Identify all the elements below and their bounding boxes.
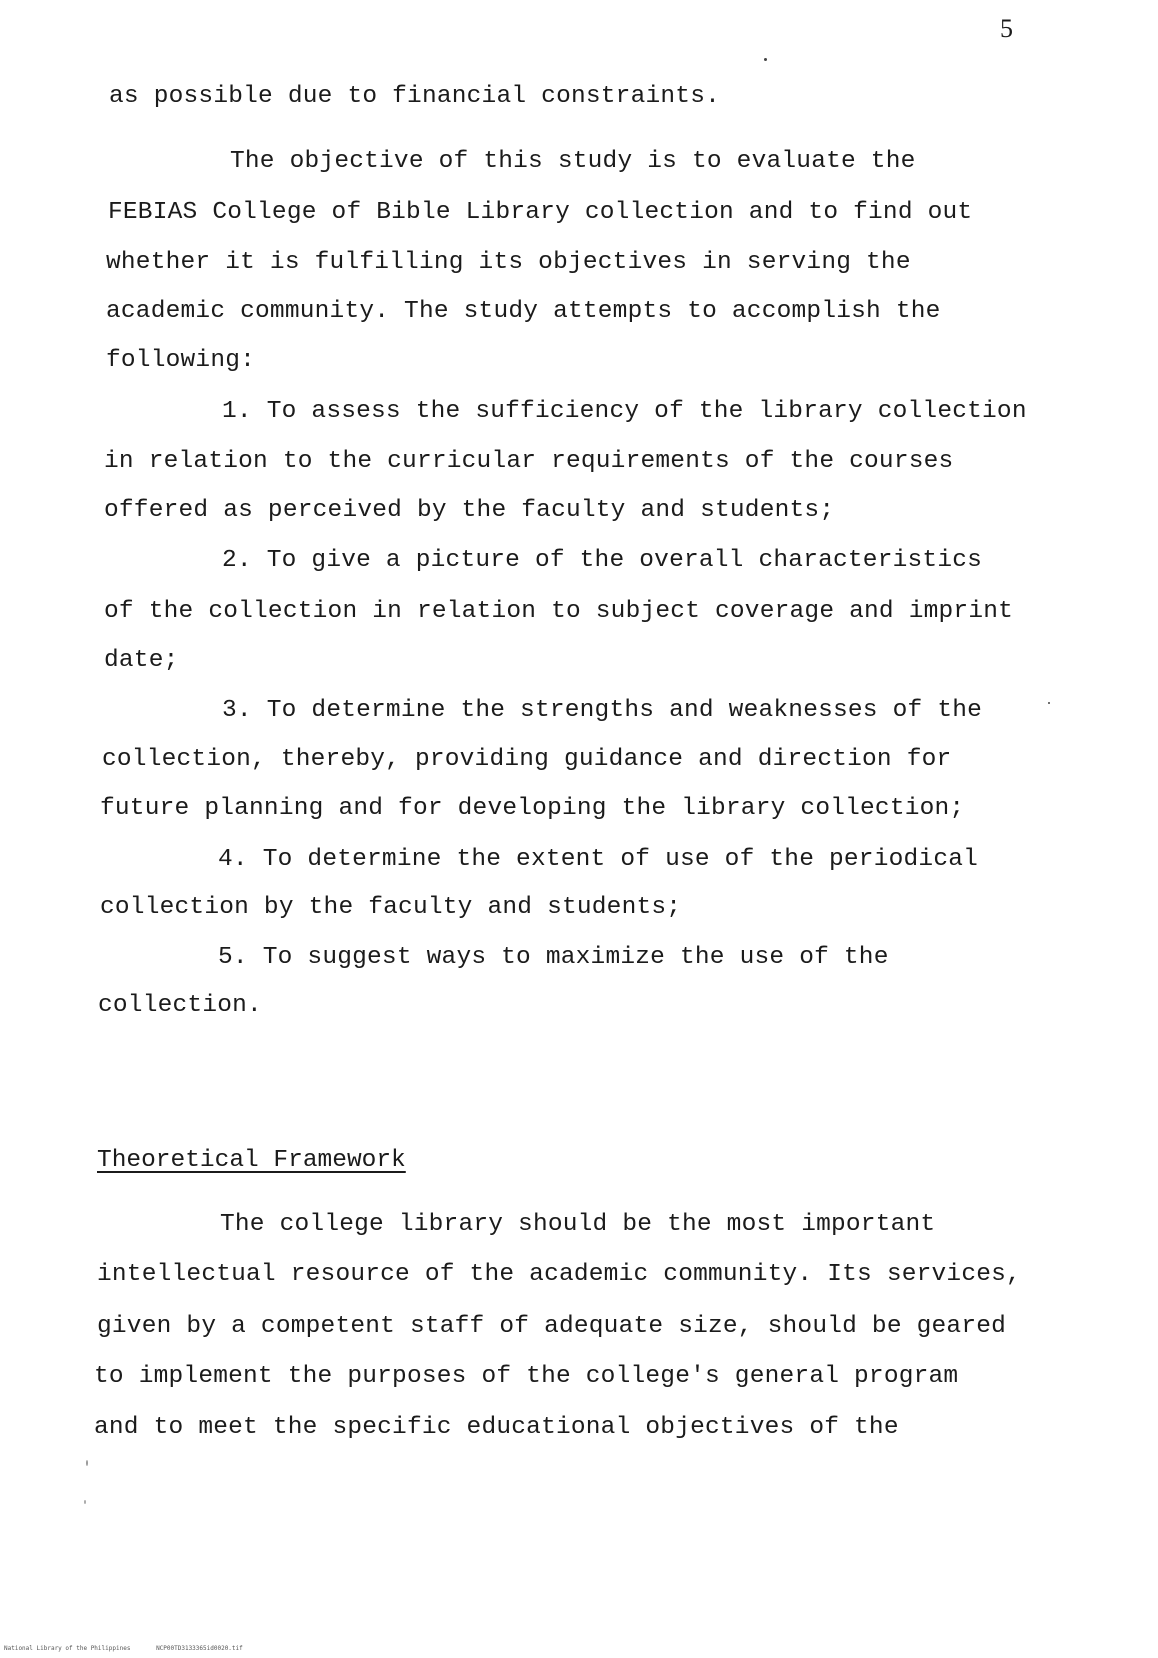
scan-speck <box>86 1460 88 1466</box>
scan-footer <box>4 1645 265 1652</box>
scan-speck <box>84 1500 86 1504</box>
footer-source: National Library of the Philippines <box>4 1645 131 1652</box>
text-line: The objective of this study is to evaluate the <box>230 148 916 175</box>
footer-file-id: NCP00TD3133365id0020.tif <box>156 1645 243 1652</box>
text-line: in relation to the curricular requirements of the courses <box>104 448 954 475</box>
text-line: future planning and for developing the library collection; <box>100 795 965 822</box>
text-line: intellectual resource of the academic community. Its services, <box>97 1261 1021 1288</box>
scan-speck <box>1048 702 1050 704</box>
scan-speck <box>764 58 767 61</box>
text-line: as possible due to financial constraints. <box>109 83 720 110</box>
list-item-5: 5. To suggest ways to maximize the use of the <box>218 944 889 971</box>
page-number: 5 <box>1000 14 1013 43</box>
list-item-1: 1. To assess the sufficiency of the library collection <box>222 398 1027 425</box>
text-line: of the collection in relation to subject coverage and imprint <box>104 598 1014 625</box>
text-line: FEBIAS College of Bible Library collection and to find out <box>108 199 973 226</box>
text-line: following: <box>106 347 256 374</box>
text-line: given by a competent staff of adequate size, should be geared <box>97 1313 1007 1340</box>
list-item-3: 3. To determine the strengths and weaknesses of the <box>222 697 983 724</box>
text-line: The college library should be the most important <box>220 1211 936 1238</box>
text-line: collection. <box>98 992 262 1019</box>
text-line: whether it is fulfilling its objectives in serving the <box>106 249 911 276</box>
section-heading: Theoretical Framework <box>97 1147 406 1174</box>
text-line: offered as perceived by the faculty and students; <box>104 497 835 524</box>
text-line: and to meet the specific educational objectives of the <box>94 1414 899 1441</box>
list-item-2: 2. To give a picture of the overall characteristics <box>222 547 983 574</box>
text-line: academic community. The study attempts to accomplish the <box>106 298 941 325</box>
text-line: date; <box>104 647 179 674</box>
text-line: collection by the faculty and students; <box>100 894 682 921</box>
list-item-4: 4. To determine the extent of use of the periodical <box>218 846 979 873</box>
text-line: to implement the purposes of the college's general program <box>94 1363 959 1390</box>
text-line: collection, thereby, providing guidance and direction for <box>102 746 952 773</box>
